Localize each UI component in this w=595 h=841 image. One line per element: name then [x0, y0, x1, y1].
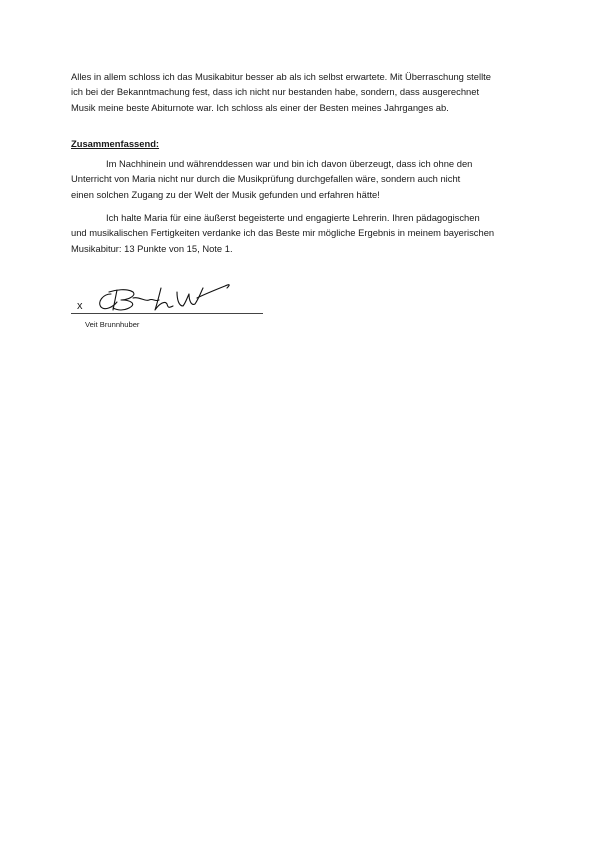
signature-line	[71, 313, 263, 314]
text-line: und musikalischen Fertigkeiten verdanke ich das Beste mir mögliche Ergebnis in meinem bayerischen	[71, 227, 495, 239]
signature-block	[71, 280, 271, 340]
text-line: Unterricht von Maria nicht nur durch die Musikprüfung durchgefallen wäre, sondern auch nicht	[71, 173, 461, 185]
text-line: einen solchen Zugang zu der Welt der Musik gefunden und erfahren hätte!	[71, 188, 380, 200]
signature-x-mark: x	[77, 300, 83, 312]
paragraph-result	[71, 69, 531, 115]
text-line: Im Nachhinein und währenddessen war und bin ich davon überzeugt, dass ich ohne den	[106, 158, 473, 169]
text-line: Musik meine beste Abiturnote war. Ich schloss als einer der Besten meines Jahrganges ab.	[71, 101, 449, 113]
text-line: ich bei der Bekanntmachung fest, dass ich nicht nur bestanden habe, sondern, dass ausgerechnet	[71, 86, 480, 98]
section-heading: Zusammenfassend:	[71, 138, 160, 149]
handwritten-signature	[93, 280, 253, 316]
paragraph-thanks	[71, 210, 531, 256]
text-line: Musikabitur: 13 Punkte von 15, Note 1.	[71, 242, 233, 254]
text-line: Ich halte Maria für eine äußerst begeisterte und engagierte Lehrerin. Ihren pädagogischen	[106, 212, 480, 223]
paragraph-summary	[71, 156, 531, 202]
signatory-name: Veit Brunnhuber	[85, 320, 140, 329]
text-line: Alles in allem schloss ich das Musikabitur besser ab als ich selbst erwartete. Mit Überraschung stellte	[71, 71, 491, 82]
